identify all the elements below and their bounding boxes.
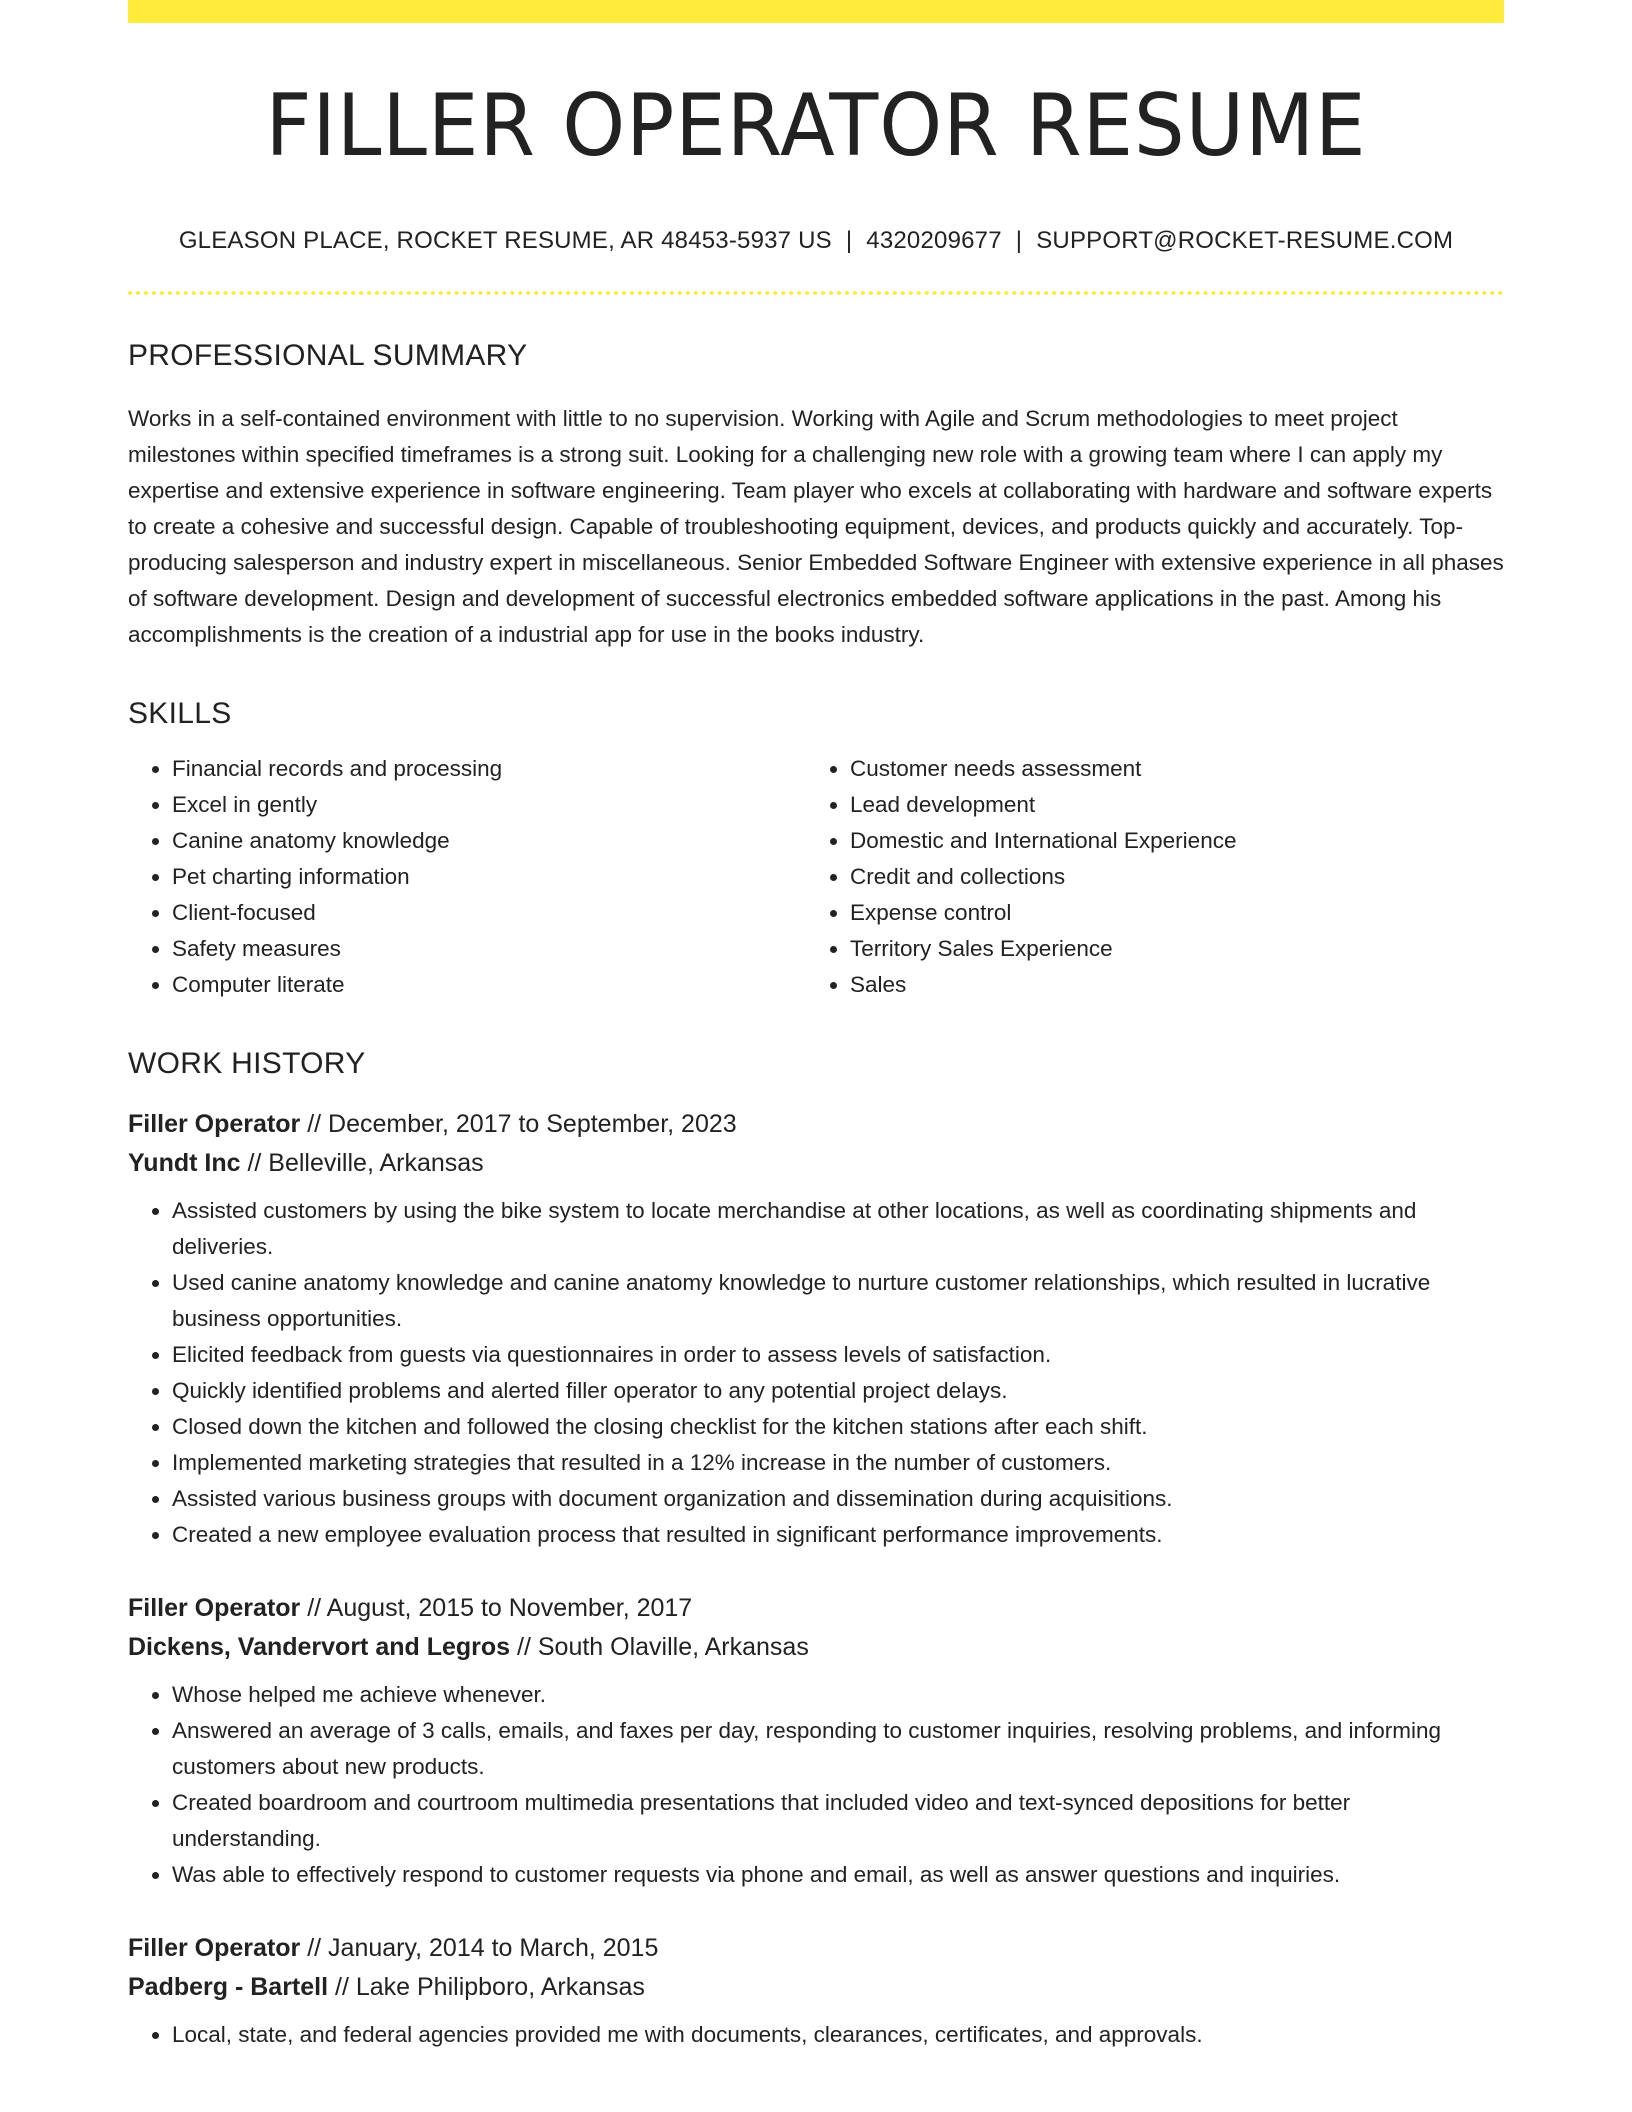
job-title-line — [128, 1929, 1504, 1968]
job-role: Filler Operator — [128, 1934, 301, 1962]
job-role: Filler Operator — [128, 1110, 301, 1138]
skill-item: • Financial records and processing — [172, 751, 806, 787]
job-bullet: • Created a new employee evaluation process that resulted in significant performance improvements. — [172, 1517, 1504, 1553]
job-bullet: • Was able to effectively respond to customer requests via phone and email, as well as answer questions and inquiries. — [172, 1857, 1504, 1893]
skills-column-left — [128, 751, 806, 1003]
skill-item: • Safety measures — [172, 931, 806, 967]
job-bullet: • Assisted customers by using the bike system to locate merchandise at other locations, as well as coordinating shipments and deliveries. — [172, 1193, 1504, 1265]
job-bullet: • Created boardroom and courtroom multimedia presentations that included video and text-synced depositions for better understanding. — [172, 1785, 1504, 1857]
job-role: Filler Operator — [128, 1594, 301, 1622]
job-bullets — [128, 2017, 1504, 2053]
skill-item: • Excel in gently — [172, 787, 806, 823]
job-bullets — [128, 1193, 1504, 1553]
job-company: Yundt Inc — [128, 1149, 241, 1177]
job-title-line — [128, 1105, 1504, 1144]
job-bullet: • Implemented marketing strategies that resulted in a 12% increase in the number of customers. — [172, 1445, 1504, 1481]
job-entry — [128, 1105, 1504, 1553]
work-history-heading: WORK HISTORY — [128, 1047, 366, 1080]
job-bullet: • Closed down the kitchen and followed the closing checklist for the kitchen stations after each shift. — [172, 1409, 1504, 1445]
job-location: // South Olaville, Arkansas — [517, 1633, 809, 1661]
resume-page — [128, 0, 1504, 2053]
job-dates: // December, 2017 to September, 2023 — [307, 1110, 737, 1138]
job-company: Padberg - Bartell — [128, 1973, 329, 2001]
skill-item: • Sales — [850, 967, 1504, 1003]
job-bullet: • Used canine anatomy knowledge and canine anatomy knowledge to nurture customer relationships, which resulted in lucrative business opportunities. — [172, 1265, 1504, 1337]
skills-list — [128, 751, 1504, 1003]
job-bullets — [128, 1677, 1504, 1893]
skill-item: • Expense control — [850, 895, 1504, 931]
job-bullet: • Elicited feedback from guests via questionnaires in order to assess levels of satisfaction. — [172, 1337, 1504, 1373]
contact-email[interactable]: SUPPORT@ROCKET-RESUME.COM — [1036, 227, 1454, 254]
contact-separator: | — [1015, 227, 1023, 254]
skill-item: • Domestic and International Experience — [850, 823, 1504, 859]
job-location: // Belleville, Arkansas — [247, 1149, 484, 1177]
job-company-line — [128, 1968, 1504, 2007]
job-entry — [128, 1589, 1504, 1893]
job-bullet: • Whose helped me achieve whenever. — [172, 1677, 1504, 1713]
skill-item: • Territory Sales Experience — [850, 931, 1504, 967]
resume-title: FILLER OPERATOR RESUME — [265, 76, 1367, 176]
job-bullet: • Quickly identified problems and alerted filler operator to any potential project delays. — [172, 1373, 1504, 1409]
summary-text: Works in a self-contained environment with little to no supervision. Working with Agile and Scrum methodologies to meet project milestones within specified timeframes is a strong suit. Looking for a challenging new role with a growing team where I can apply my expertise and extensive experience in software engineering. Team player who excels at collaborating with hardware and software experts to create a cohesive and successful design. Capable of troubleshooting equipment, devices, and products quickly and accurately. Top-producing salesperson and industry expert in miscellaneous. Senior Embedded Software Engineer with extensive experience in all phases of software development. Design and development of successful electronics embedded software applications in the past. Among his accomplishments is the creation of a industrial app for use in the books industry. — [128, 406, 1504, 647]
skill-item: • Client-focused — [172, 895, 806, 931]
skills-heading: SKILLS — [128, 697, 232, 730]
contact-separator: | — [845, 227, 853, 254]
skill-item: • Canine anatomy knowledge — [172, 823, 806, 859]
job-dates: // January, 2014 to March, 2015 — [307, 1934, 659, 1962]
contact-line — [128, 227, 1504, 255]
accent-top-bar — [128, 0, 1504, 23]
job-title-line — [128, 1589, 1504, 1628]
skill-item: • Credit and collections — [850, 859, 1504, 895]
contact-address: GLEASON PLACE, ROCKET RESUME, AR 48453-5937 US — [178, 227, 832, 254]
skill-item: • Computer literate — [172, 967, 806, 1003]
dotted-divider — [128, 291, 1504, 295]
job-dates: // August, 2015 to November, 2017 — [307, 1594, 693, 1622]
summary-heading: PROFESSIONAL SUMMARY — [128, 339, 528, 372]
contact-phone[interactable]: 4320209677 — [866, 227, 1002, 254]
skill-item: • Lead development — [850, 787, 1504, 823]
job-entry — [128, 1929, 1504, 2053]
skill-item: • Pet charting information — [172, 859, 806, 895]
job-location: // Lake Philipboro, Arkansas — [335, 1973, 645, 2001]
skills-column-right — [806, 751, 1504, 1003]
skill-item: • Customer needs assessment — [850, 751, 1504, 787]
job-company-line — [128, 1628, 1504, 1667]
job-company-line — [128, 1144, 1504, 1183]
job-bullet: • Answered an average of 3 calls, emails, and faxes per day, responding to customer inquiries, resolving problems, and informing customers about new products. — [172, 1713, 1504, 1785]
job-bullet: • Local, state, and federal agencies provided me with documents, clearances, certificates, and approvals. — [172, 2017, 1504, 2053]
job-bullet: • Assisted various business groups with document organization and dissemination during acquisitions. — [172, 1481, 1504, 1517]
job-company: Dickens, Vandervort and Legros — [128, 1633, 511, 1661]
